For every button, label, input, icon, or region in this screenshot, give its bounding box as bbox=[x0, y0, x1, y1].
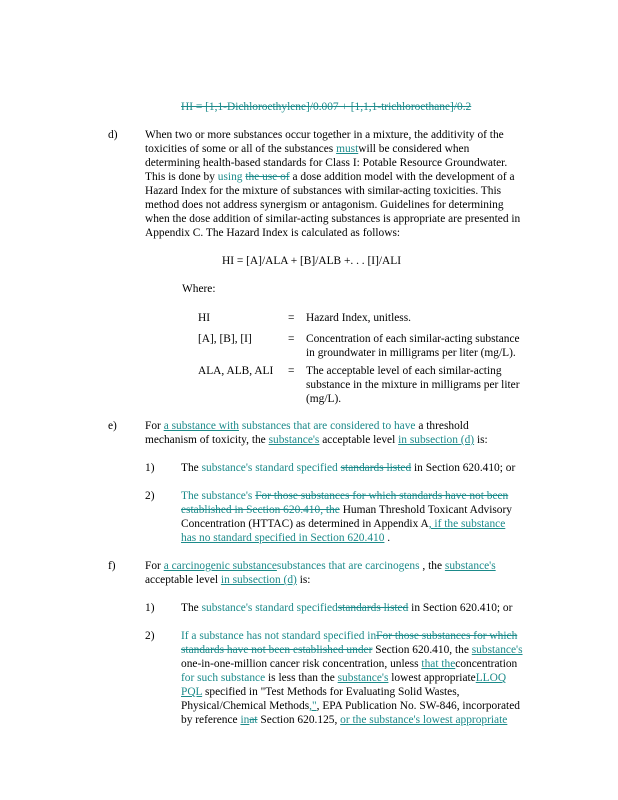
def-term-hi: HI bbox=[198, 312, 211, 324]
f-item-1: The substance's standard specifiedstandards listed in Section 620.410; or bbox=[181, 602, 513, 614]
section-d-label: d) bbox=[108, 129, 118, 141]
def-text: The acceptable level of each similar-acting bbox=[306, 365, 502, 377]
def-eq: = bbox=[288, 333, 295, 345]
f-item-1-number: 1) bbox=[145, 602, 155, 614]
d-line-4: This is done by using the use of a dose addition model with the development of a bbox=[145, 171, 515, 183]
e-line-2: mechanism of toxicity, the substance's acceptable level in subsection (d) is: bbox=[145, 434, 488, 446]
def-text: in groundwater in milligrams per liter (mg/L). bbox=[306, 347, 516, 359]
def-eq: = bbox=[288, 312, 295, 324]
e-item-2-line-2: established in Section 620.410, the Human Threshold Toxicant Advisory bbox=[181, 504, 512, 516]
d-line-6: method does not address synergism or antagonism. Guidelines for determining bbox=[145, 199, 504, 211]
d-line-8: Appendix C. The Hazard Index is calculated as follows: bbox=[145, 227, 401, 239]
e-item-1: The substance's standard specified standards listed in Section 620.410; or bbox=[181, 462, 516, 474]
e-item-2-number: 2) bbox=[145, 490, 155, 502]
section-e-label: e) bbox=[108, 420, 117, 432]
def-eq: = bbox=[288, 365, 295, 377]
def-term-acceptable-level: ALA, ALB, ALI bbox=[198, 365, 274, 377]
e-item-2-line-3: Concentration (HTTAC) as determined in Appendix A, if the substance bbox=[181, 518, 506, 530]
def-text: Hazard Index, unitless. bbox=[306, 312, 412, 324]
e-line-1: For a substance with substances that are considered to have a threshold bbox=[145, 420, 469, 432]
d-line-3: determining health-based standards for Class I: Potable Resource Groundwater. bbox=[145, 157, 508, 169]
f-item-2-line-6: Physical/Chemical Methods,", EPA Publication No. SW-846, incorporated bbox=[181, 700, 520, 712]
f-line-2: acceptable level in subsection (d) is: bbox=[145, 574, 311, 586]
f-item-2-line-3: one-in-one-million cancer risk concentration, unless that theconcentration bbox=[181, 658, 518, 670]
e-item-1-number: 1) bbox=[145, 462, 155, 474]
d-line-7: when the dose addition of similar-acting substances is appropriate are presented in bbox=[145, 213, 521, 225]
d-line-5: Hazard Index for the mixture of substances with similar-acting toxicities. This bbox=[145, 185, 502, 197]
def-text: (mg/L). bbox=[306, 393, 342, 405]
def-text: substance in the mixture in milligrams per liter bbox=[306, 379, 520, 391]
deleted-formula: HI = [1,1-Dichloroethylene]/0.007 + [1,1,1-trichloroethane]/0.2 bbox=[181, 101, 472, 113]
d-line-1: When two or more substances occur together in a mixture, the additivity of the bbox=[145, 129, 504, 141]
e-item-2-line-4: has no standard specified in Section 620.410 . bbox=[181, 532, 391, 544]
f-item-2-line-5: PQL specified in "Test Methods for Evaluating Solid Wastes, bbox=[181, 686, 460, 698]
hazard-index-formula: HI = [A]/ALA + [B]/ALB +. . . [I]/ALI bbox=[222, 255, 402, 267]
section-f-label: f) bbox=[108, 560, 116, 572]
where-label: Where: bbox=[182, 283, 216, 295]
f-item-2-line-7: by reference inat Section 620.125, or the substance's lowest appropriate bbox=[181, 714, 508, 726]
f-item-2-number: 2) bbox=[145, 630, 155, 642]
def-term-concentration: [A], [B], [I] bbox=[198, 333, 252, 345]
f-item-2-line-2: standards have not been established under Section 620.410, the substance's bbox=[181, 644, 523, 656]
def-text: Concentration of each similar-acting substance bbox=[306, 333, 520, 345]
f-line-1: For a carcinogenic substancesubstances that are carcinogens , the substance's bbox=[145, 560, 496, 572]
f-item-2-line-1: If a substance has not standard specified inFor those substances for which bbox=[181, 630, 518, 642]
d-line-2: toxicities of some or all of the substances mustwill be considered when bbox=[145, 143, 470, 155]
e-item-2-line-1: The substance's For those substances for which standards have not been bbox=[181, 490, 509, 502]
f-item-2-line-4: for such substance is less than the substance's lowest appropriateLLOQ bbox=[181, 672, 507, 684]
